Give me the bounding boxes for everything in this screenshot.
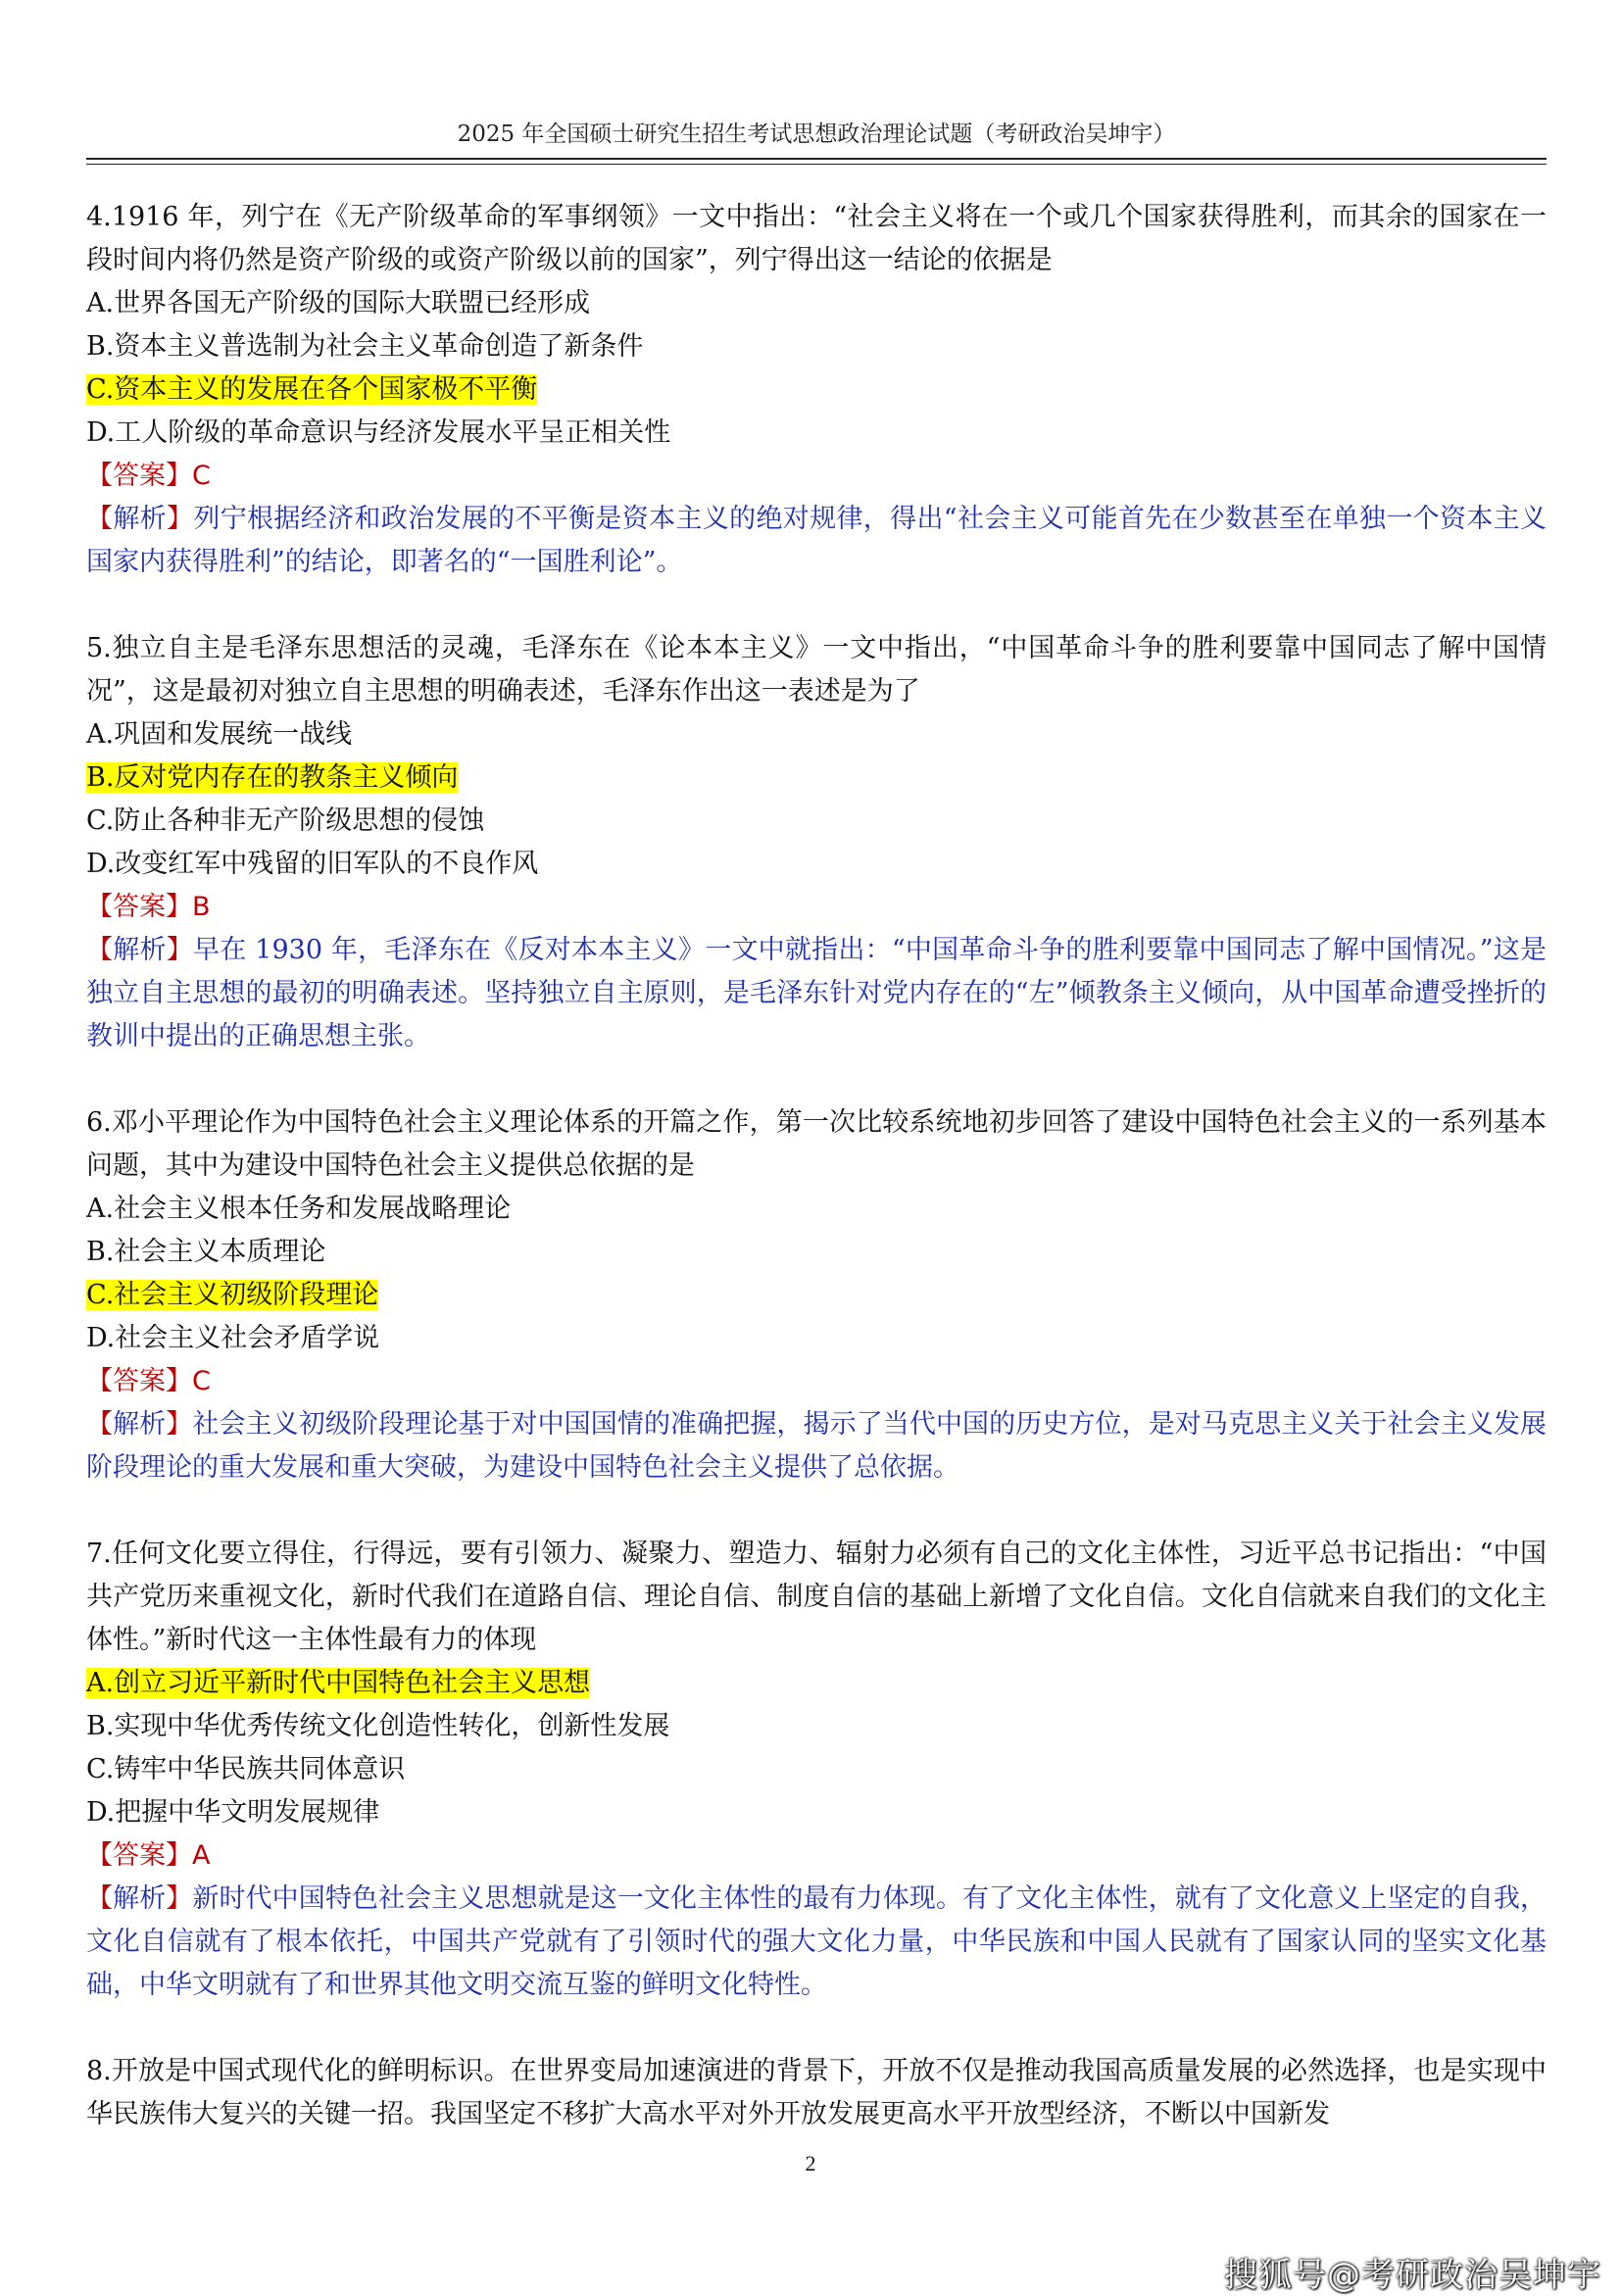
page-number: 2	[805, 2151, 816, 2175]
answer-value: C	[192, 1366, 211, 1396]
answer-label: 【答案】	[86, 461, 192, 491]
question-5	[86, 627, 1547, 1058]
option-a	[86, 282, 1547, 325]
option-text: B.社会主义本质理论	[86, 1237, 326, 1267]
analysis-label: 解析	[113, 504, 168, 534]
option-d	[86, 412, 1547, 455]
analysis-paragraph	[86, 498, 1547, 584]
question-stem: 7.任何文化要立得住，行得远，要有引领力、凝聚力、塑造力、辐射力必须有自己的文化主体性，习近平总书记指出：“中国共产党历来重视文化，新时代我们在道路自信、理论自信、制度自信的基础上新增了文化自信。文化自信就来自我们的文化主体性。”新时代这一主体性最有力的体现	[86, 1539, 1547, 1655]
analysis-label: 解析	[113, 1409, 167, 1440]
option-a	[86, 1188, 1547, 1231]
option-d	[86, 1317, 1547, 1360]
question-stem: 6.邓小平理论作为中国特色社会主义理论体系的开篇之作，第一次比较系统地初步回答了建设中国特色社会主义的一系列基本问题，其中为建设中国特色社会主义提供总依据的是	[86, 1107, 1547, 1181]
option-c-correct	[86, 1274, 1547, 1317]
analysis-bracket-left: 【	[86, 1883, 114, 1914]
analysis-bracket-left: 【	[86, 504, 114, 534]
answer-line	[86, 1834, 1547, 1878]
answer-value: C	[192, 461, 211, 491]
analysis-bracket-left: 【	[86, 1409, 114, 1440]
analysis-label: 解析	[113, 935, 167, 965]
option-text: C.防止各种非无产阶级思想的侵蚀	[86, 806, 485, 836]
analysis-label: 解析	[113, 1883, 167, 1914]
analysis-bracket-right: 】	[166, 935, 193, 965]
option-a-correct	[86, 1662, 1547, 1705]
highlighted-option-text: C.资本主义的发展在各个国家极不平衡	[86, 374, 538, 405]
answer-label: 【答案】	[86, 892, 192, 922]
highlighted-option-text: B.反对党内存在的教条主义倾向	[86, 762, 459, 793]
option-text: D.工人阶级的革命意识与经济发展水平呈正相关性	[86, 417, 671, 448]
option-b-correct	[86, 757, 1547, 800]
answer-label: 【答案】	[86, 1366, 192, 1396]
option-d	[86, 843, 1547, 886]
analysis-bracket-right: 】	[166, 1883, 193, 1914]
option-text: B.实现中华优秀传统文化创造性转化，创新性发展	[86, 1711, 670, 1741]
highlighted-option-text: C.社会主义初级阶段理论	[86, 1280, 379, 1310]
answer-value: B	[192, 892, 211, 922]
option-text: A.社会主义根本任务和发展战略理论	[86, 1194, 512, 1224]
answer-label: 【答案】	[86, 1840, 192, 1871]
question-6	[86, 1101, 1547, 1490]
question-stem: 5.独立自主是毛泽东思想活的灵魂，毛泽东在《论本本主义》一文中指出，“中国革命斗争的胜利要靠中国同志了解中国情况”，这是最初对独立自主思想的明确表述，毛泽东作出这一表述是为了	[86, 633, 1547, 707]
question-8	[86, 2050, 1547, 2136]
header-title: 2025 年全国硕士研究生招生考试思想政治理论试题（考研政治吴坤宇）	[457, 122, 1176, 147]
question-stem: 4.1916 年，列宁在《无产阶级革命的军事纲领》一文中指出：“社会主义将在一个或几个国家获得胜利，而其余的国家在一段时间内将仍然是资产阶级的或资产阶级以前的国家”，列宁得出这一结论的依据是	[86, 202, 1547, 275]
option-text: A.巩固和发展统一战线	[86, 719, 353, 750]
option-c	[86, 800, 1547, 843]
analysis-bracket-right: 】	[167, 504, 194, 534]
analysis-text: 早在 1930 年，毛泽东在《反对本本主义》一文中就指出：“中国革命斗争的胜利要靠中国同志了解中国情况。”这是独立自主思想的最初的明确表述。坚持独立自主原则，是毛泽东针对党内存在的“左”倾教条主义倾向，从中国革命遭受挫折的教训中提出的正确思想主张。	[86, 935, 1547, 1051]
analysis-text: 社会主义初级阶段理论基于对中国国情的准确把握，揭示了当代中国的历史方位，是对马克思主义关于社会主义发展阶段理论的重大发展和重大突破，为建设中国特色社会主义提供了总依据。	[86, 1409, 1547, 1483]
option-c-correct	[86, 368, 1547, 412]
analysis-text: 列宁根据经济和政治发展的不平衡是资本主义的绝对规律，得出“社会主义可能首先在少数甚至在单独一个资本主义国家内获得胜利”的结论，即著名的“一国胜利论”。	[86, 504, 1547, 577]
option-b	[86, 325, 1547, 368]
highlighted-option-text: A.创立习近平新时代中国特色社会主义思想	[86, 1668, 591, 1698]
answer-line	[86, 886, 1547, 929]
analysis-bracket-right: 】	[166, 1409, 193, 1440]
question-7	[86, 1533, 1547, 2007]
option-text: C.铸牢中华民族共同体意识	[86, 1754, 406, 1784]
answer-value: A	[192, 1840, 211, 1871]
page-header	[86, 116, 1547, 160]
question-stem: 8.开放是中国式现代化的鲜明标识。在世界变局加速演进的背景下，开放不仅是推动我国高质量发展的必然选择，也是实现中华民族伟大复兴的关键一招。我国坚定不移扩大高水平对外开放发展更高水平开放型经济，不断以中国新发	[86, 2056, 1547, 2129]
option-text: D.社会主义社会矛盾学说	[86, 1323, 380, 1353]
analysis-paragraph	[86, 1403, 1547, 1490]
document-body	[86, 196, 1547, 2179]
answer-line	[86, 455, 1547, 498]
analysis-paragraph	[86, 929, 1547, 1058]
option-text: B.资本主义普选制为社会主义革命创造了新条件	[86, 331, 644, 362]
question-4	[86, 196, 1547, 584]
option-d	[86, 1791, 1547, 1834]
option-b	[86, 1231, 1547, 1274]
option-c	[86, 1748, 1547, 1791]
watermark: 搜狐号@考研政治吴坤宇	[1224, 2256, 1601, 2295]
analysis-paragraph	[86, 1878, 1547, 2007]
option-a	[86, 713, 1547, 757]
option-b	[86, 1705, 1547, 1748]
analysis-bracket-left: 【	[86, 935, 114, 965]
answer-line	[86, 1360, 1547, 1403]
option-text: D.把握中华文明发展规律	[86, 1797, 380, 1828]
option-text: A.世界各国无产阶级的国际大联盟已经形成	[86, 288, 591, 318]
analysis-text: 新时代中国特色社会主义思想就是这一文化主体性的最有力体现。有了文化主体性，就有了文化意义上坚定的自我，文化自信就有了根本依托，中国共产党就有了引领时代的强大文化力量，中华民族和中国人民就有了国家认同的坚实文化基础，中华文明就有了和世界其他文明交流互鉴的鲜明文化特性。	[86, 1883, 1547, 2000]
option-text: D.改变红军中残留的旧军队的不良作风	[86, 849, 539, 879]
